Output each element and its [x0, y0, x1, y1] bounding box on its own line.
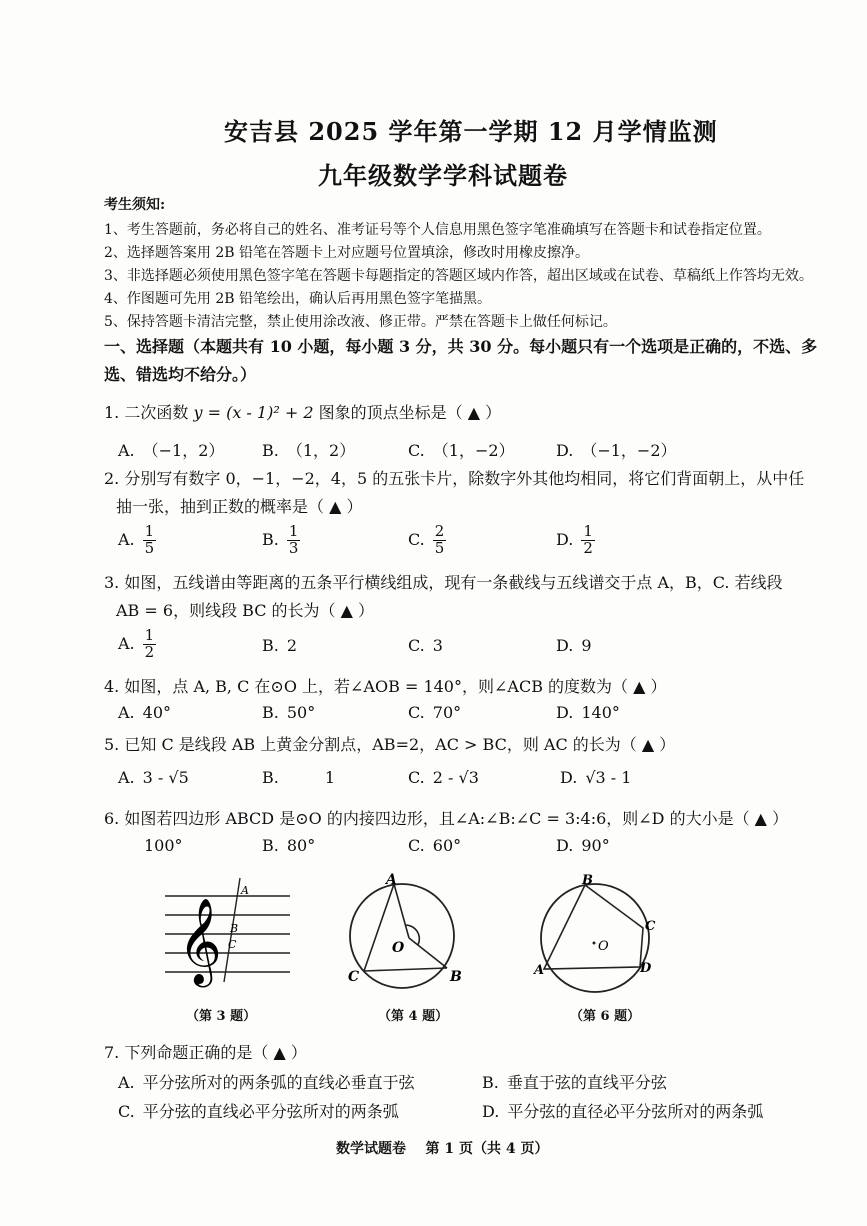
- q5-option-d[interactable]: D. √3 - 1: [560, 768, 632, 787]
- q6-option-a[interactable]: 100°: [144, 836, 183, 855]
- q4-option-d[interactable]: D. 140°: [556, 703, 620, 722]
- q4-option-b[interactable]: B. 50°: [262, 703, 316, 722]
- q2-option-c[interactable]: C. $\frac{2}{5}$: [408, 522, 445, 557]
- q2-stem: 2. 分别写有数字 0，−1，−2，4，5 的五张卡片，除数字外其他均相同，将它们背面朝上，从中任: [104, 469, 805, 488]
- q1-option-a[interactable]: A. （−1，2）: [118, 441, 225, 460]
- fig3-point-b: B: [230, 922, 239, 935]
- q1-formula: y = (x - 1)² + 2: [193, 403, 314, 422]
- q5-stem: 5. 已知 C 是线段 AB 上黄金分割点，AB=2，AC > BC，则 AC 的长为（ ▲ ）: [104, 735, 676, 754]
- q7-option-c[interactable]: C. 平分弦的直线必平分弦所对的两条弧: [118, 1102, 399, 1121]
- q5-option-a[interactable]: A. 3 - √5: [118, 768, 189, 787]
- fig6-point-d: D: [640, 961, 652, 976]
- figure-q6-circle: [528, 868, 668, 998]
- q7-option-a[interactable]: A. 平分弦所对的两条弧的直线必垂直于弦: [118, 1073, 415, 1092]
- figure-q3-staff: [160, 870, 295, 990]
- fig6-point-c: C: [645, 919, 656, 934]
- q3-stem: 3. 如图，五线谱由等距离的五条平行横线组成，现有一条截线与五线谱交于点 A，B，C. 若线段: [104, 573, 783, 592]
- fig6-caption: （第 6 题）: [570, 1009, 641, 1024]
- q6-option-d[interactable]: D. 90°: [556, 836, 610, 855]
- q6-option-c[interactable]: C. 60°: [408, 836, 462, 855]
- fig6-point-o: O: [598, 939, 609, 954]
- q1-stem-post: 图象的顶点坐标是（ ▲ ）: [313, 403, 502, 422]
- q4-option-a[interactable]: A. 40°: [118, 703, 171, 722]
- q1-option-b[interactable]: B. （1，2）: [262, 441, 356, 460]
- fig6-point-a: A: [534, 963, 545, 978]
- q2-option-a[interactable]: A. $\frac{1}{5}$: [118, 522, 155, 557]
- exam-title-line2: 九年级数学学科试题卷: [318, 161, 568, 190]
- figure-q4-circle: [342, 868, 472, 998]
- q1-stem: [104, 400, 501, 423]
- q7-option-b[interactable]: B. 垂直于弦的直线平分弦: [482, 1073, 667, 1092]
- q6-stem: 6. 如图若四边形 ABCD 是⊙O 的内接四边形，且∠A:∠B:∠C = 3:4:6，则∠D 的大小是（ ▲ ）: [104, 809, 789, 828]
- notice-heading: 考生须知:: [104, 197, 166, 213]
- q4-stem: 4. 如图，点 A, B, C 在⊙O 上，若∠AOB = 140°，则∠ACB 的度数为（ ▲ ）: [104, 677, 667, 696]
- q6-option-b[interactable]: B. 80°: [262, 836, 316, 855]
- fig4-point-b: B: [450, 969, 462, 985]
- q2-stem-cont: 抽一张，抽到正数的概率是（ ▲ ）: [116, 497, 363, 516]
- q1-stem-pre: 1. 二次函数: [104, 403, 194, 422]
- q7-stem: 7. 下列命题正确的是（ ▲ ）: [104, 1043, 307, 1062]
- exam-title-line1: 安吉县 2025 学年第一学期 12 月学情监测: [224, 117, 718, 146]
- fig4-point-o: O: [392, 940, 405, 956]
- notice-item-4: 4、作图题可先用 2B 铅笔绘出，确认后再用黑色签字笔描黑。: [104, 291, 492, 307]
- notice-item-2: 2、选择题答案用 2B 铅笔在答题卡上对应题号位置填涂，修改时用橡皮擦净。: [104, 245, 590, 261]
- q2-option-b[interactable]: B. $\frac{1}{3}$: [262, 522, 299, 557]
- q3-option-b[interactable]: B. 2: [262, 636, 298, 655]
- q4-option-c[interactable]: C. 70°: [408, 703, 462, 722]
- q1-option-c[interactable]: C. （1，−2）: [408, 441, 515, 460]
- fig4-point-c: C: [348, 969, 360, 985]
- fig3-point-a: A: [241, 884, 249, 897]
- q5-option-c[interactable]: C. 2 - √3: [408, 768, 479, 787]
- q3-stem-cont: AB = 6，则线段 BC 的长为（ ▲ ）: [116, 601, 375, 620]
- section1-heading: 一、选择题（本题共有 10 小题，每小题 3 分，共 30 分。每小题只有一个选项是正确的，不选、多: [104, 337, 818, 356]
- fig4-point-a: A: [386, 872, 397, 888]
- q2-option-d[interactable]: D. $\frac{1}{2}$: [556, 522, 593, 557]
- q3-option-d[interactable]: D. 9: [556, 636, 592, 655]
- q7-option-d[interactable]: D. 平分弦的直径必平分弦所对的两条弧: [482, 1102, 764, 1121]
- section1-heading-cont: 选、错选均不给分。）: [104, 365, 257, 384]
- q3-option-c[interactable]: C. 3: [408, 636, 443, 655]
- q3-option-a[interactable]: A. $\frac{1}{2}$: [118, 626, 155, 661]
- fig3-caption: （第 3 题）: [186, 1009, 257, 1024]
- notice-item-5: 5、保持答题卡清洁完整，禁止使用涂改液、修正带。严禁在答题卡上做任何标记。: [104, 314, 617, 330]
- treble-clef-icon: 𝄞: [178, 898, 222, 984]
- fig3-point-c: C: [228, 938, 237, 951]
- notice-item-1: 1、考生答题前，务必将自己的姓名、准考证号等个人信息用黑色签字笔准确填写在答题卡和试卷指定位置。: [104, 222, 771, 238]
- fig4-caption: （第 4 题）: [378, 1009, 449, 1024]
- q5-option-b[interactable]: B. 1: [262, 768, 336, 787]
- notice-item-3: 3、非选择题必须使用黑色签字笔在答题卡每题指定的答题区域内作答，超出区域或在试卷、草稿纸上作答均无效。: [104, 268, 813, 284]
- page-footer: 数学试题卷 第 1 页（共 4 页）: [336, 1141, 549, 1157]
- fig6-point-b: B: [582, 873, 593, 888]
- q1-option-d[interactable]: D. （−1，−2）: [556, 441, 677, 460]
